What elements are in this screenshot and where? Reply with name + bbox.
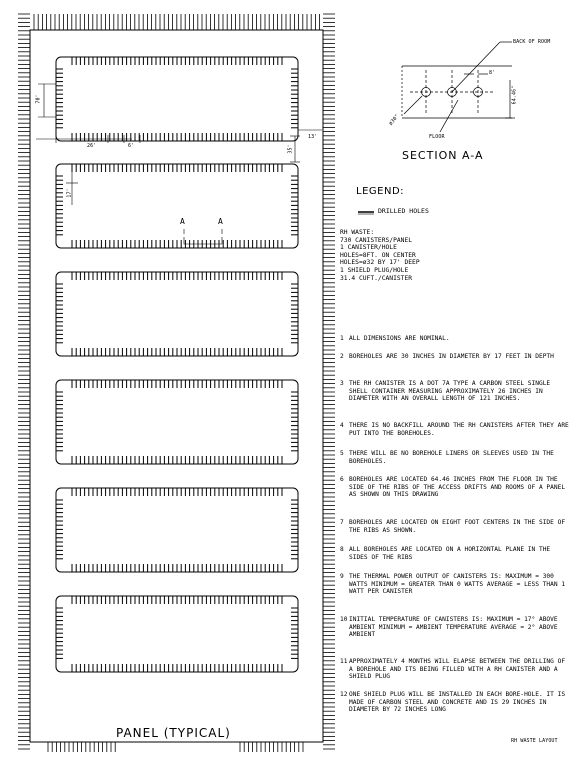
room-outline xyxy=(56,488,298,572)
note-text: BOREHOLES ARE 30 INCHES IN DIAMETER BY 17 FEET IN DEPTH xyxy=(349,353,554,360)
section-diameter: ø30" xyxy=(387,113,401,127)
note-text: APPROXIMATELY 4 MONTHS WILL ELAPSE BETWEEN THE DRILLING OF A BOREHOLE AND ITS BEING FILLED WITH A RH CANISTER AND A SHIELD PLUG xyxy=(349,658,566,681)
dim-room-width: 26' xyxy=(87,143,97,149)
note-number: 6 xyxy=(340,476,344,483)
note-number: 5 xyxy=(340,450,344,457)
section-height: 64.46" xyxy=(511,85,518,105)
legend-item: 1 SHIELD PLUG/HOLE xyxy=(340,266,409,274)
section-title: SECTION A-A xyxy=(402,149,484,162)
note-text: ALL BOREHOLES ARE LOCATED ON A HORIZONTAL PLANE IN THE SIDES OF THE RIBS xyxy=(349,546,551,561)
legend-item: HOLES=8FT. ON CENTER xyxy=(340,251,416,259)
note-text: BOREHOLES ARE LOCATED 64.46 INCHES FROM THE FLOOR IN THE SIDE OF THE RIBS OF THE ACCESS DRIFTS AND ROOMS OF A PANEL AS SHOWN ON THIS DRAWING xyxy=(349,476,566,499)
room-outline xyxy=(56,596,298,672)
note-text: ALL DIMENSIONS ARE NOMINAL. xyxy=(349,335,450,342)
legend-item: HOLES=ø32 BY 17' DEEP xyxy=(340,259,420,267)
section-floor: FLOOR xyxy=(429,134,445,140)
panel-label: PANEL (TYPICAL) xyxy=(116,726,231,740)
room-outline xyxy=(56,164,298,248)
note-number: 4 xyxy=(340,422,344,429)
dim-small: 17' xyxy=(66,188,73,198)
section-leader-floor xyxy=(440,100,458,132)
dim-room-height: 70' xyxy=(35,94,42,104)
legend-item: RH WASTE: xyxy=(340,229,375,236)
legend-item: 1 CANISTER/HOLE xyxy=(340,244,397,252)
note-number: 3 xyxy=(340,380,344,387)
note-number: 11 xyxy=(340,658,348,665)
note-text: BOREHOLES ARE LOCATED ON EIGHT FOOT CENTERS IN THE SIDE OF THE RIBS AS SHOWN. xyxy=(349,519,566,534)
dim-room-gap: 35' xyxy=(287,144,294,154)
section-leader-top xyxy=(452,42,500,92)
dim-drift-offset: 13' xyxy=(308,134,318,140)
note-text: THE THERMAL POWER OUTPUT OF CANISTERS IS: MAXIMUM = 300 WATTS MINIMUM = GREATER THAN 0 WATTS AVERAGE = LESS THAN 1 WATT PER CANISTER xyxy=(349,573,566,596)
room-outline xyxy=(56,272,298,356)
note-text: THERE WILL BE NO BOREHOLE LINERS OR SLEEVES USED IN THE BOREHOLES. xyxy=(349,450,554,465)
footer-tag: RH WASTE LAYOUT xyxy=(511,738,558,744)
section-mark-left: A xyxy=(180,217,185,226)
note-text: THERE IS NO BACKFILL AROUND THE RH CANISTERS AFTER THEY ARE PUT INTO THE BOREHOLES. xyxy=(349,422,569,437)
dim-pillar: 6' xyxy=(128,143,135,149)
room-outline xyxy=(56,57,298,141)
legend-list xyxy=(340,229,420,282)
legend-item: 730 CANISTERS/PANEL xyxy=(340,236,413,244)
legend-title: LEGEND: xyxy=(356,186,405,197)
note-text: INITIAL TEMPERATURE OF CANISTERS IS: MAXIMUM = 17° ABOVE AMBIENT MINIMUM = AMBIENT TEMPERATURE AVERAGE = 2° ABOVE AMBIENT xyxy=(349,616,558,639)
note-text: ONE SHIELD PLUG WILL BE INSTALLED IN EACH BORE-HOLE. IT IS MADE OF CARBON STEEL AND CONCRETE AND IS 29 INCHES IN DIAMETER BY 72 INCHES LONG xyxy=(349,691,566,714)
legend-drilled-holes: DRILLED HOLES xyxy=(378,207,429,215)
note-text: THE RH CANISTER IS A DOT 7A TYPE A CARBON STEEL SINGLE SHELL CONTAINER MEASURING APPROXIMATELY 26 INCHES IN DIAMETER WITH AN OVERALL LENGTH OF 121 INCHES. xyxy=(349,380,551,403)
room-outline xyxy=(56,380,298,464)
section-spacing: 8' xyxy=(489,70,496,76)
note-number: 10 xyxy=(340,616,348,623)
section-leader-dia xyxy=(404,96,422,114)
note-number: 7 xyxy=(340,519,344,526)
note-number: 2 xyxy=(340,353,344,360)
section-back-of-room: BACK OF ROOM xyxy=(513,39,551,45)
note-number: 12 xyxy=(340,691,348,698)
note-number: 1 xyxy=(340,335,344,342)
note-number: 9 xyxy=(340,573,344,580)
section-mark-right: A xyxy=(218,217,223,226)
legend-item: 31.4 CUFT./CANISTER xyxy=(340,274,413,282)
note-number: 8 xyxy=(340,546,344,553)
